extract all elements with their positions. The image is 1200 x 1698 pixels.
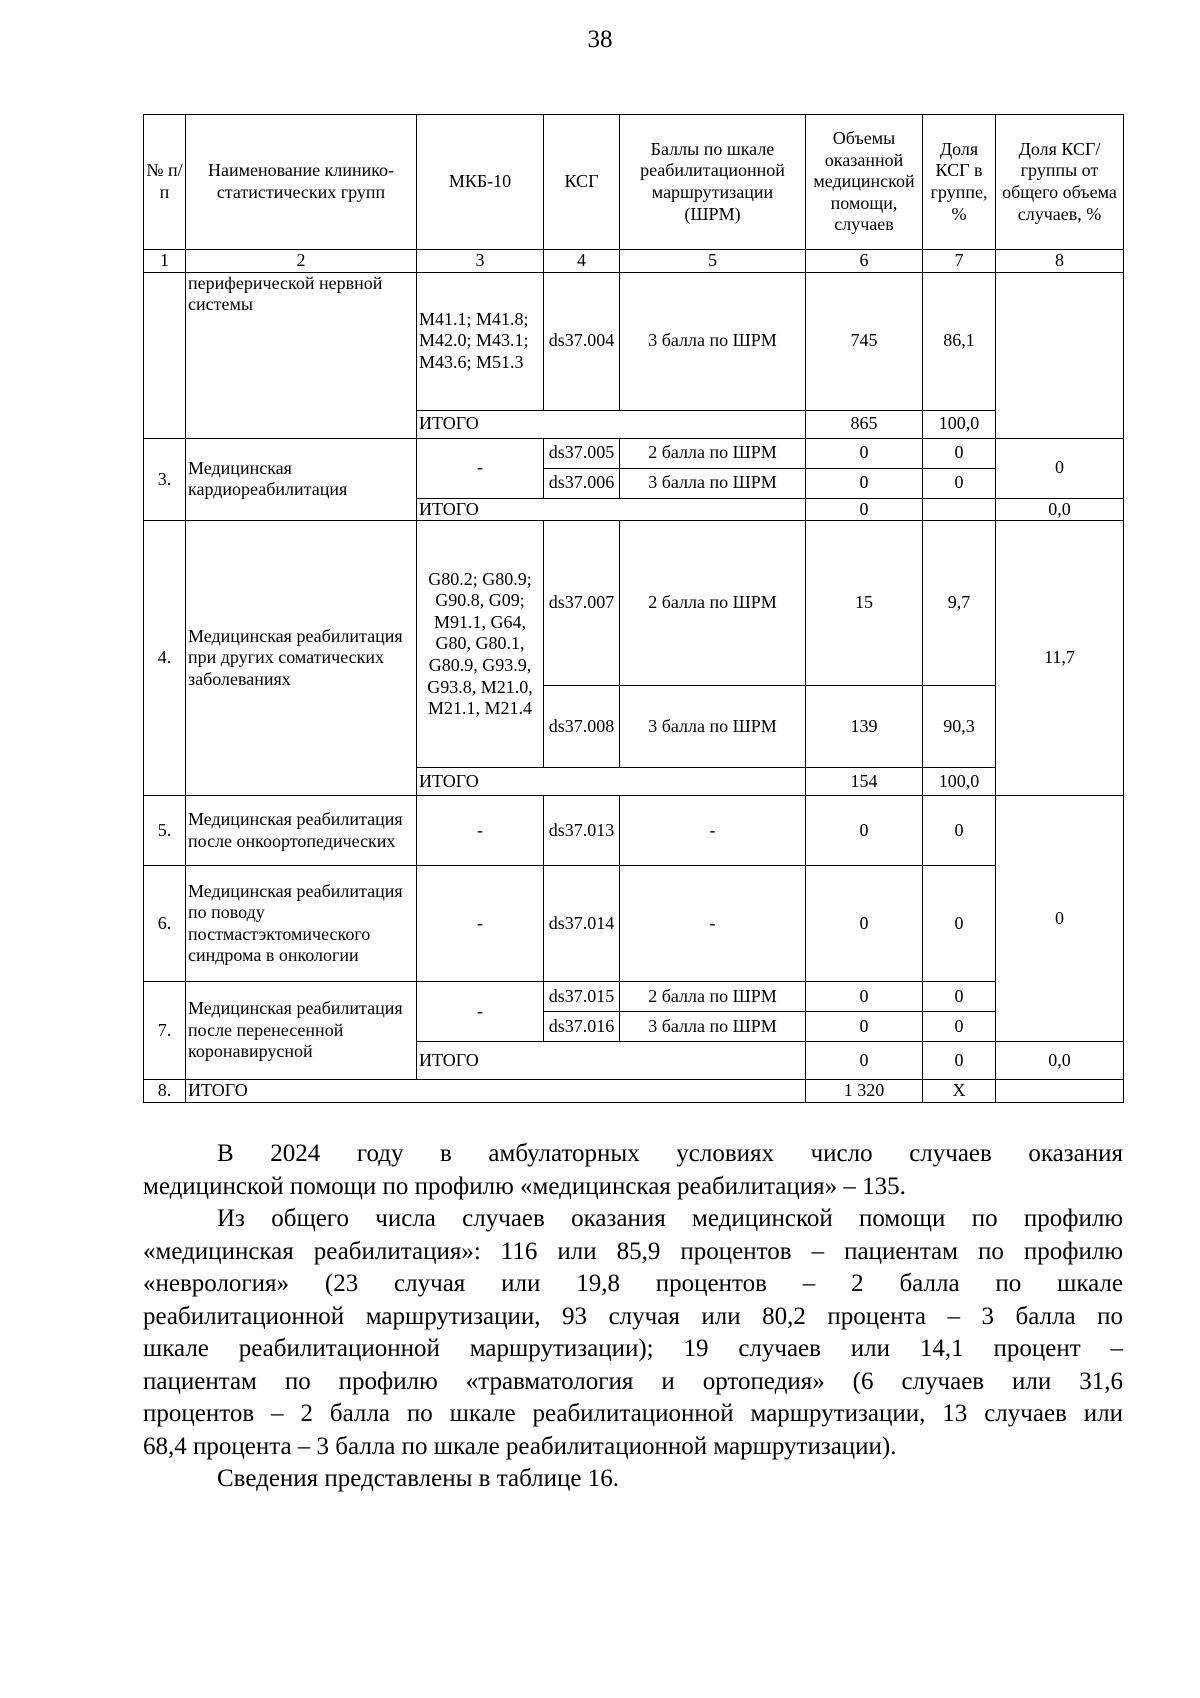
- table-row: [144, 521, 1124, 686]
- ksg-code: ds37.007: [544, 521, 620, 686]
- text-line: 68,4 процента – 3 балла по шкале реабилитационной маршрутизации).: [143, 1432, 897, 1460]
- mkb-codes: -: [417, 438, 544, 498]
- col-number: 1: [144, 250, 186, 273]
- group-name: Медицинская реабилитация после онкоортопедических: [186, 796, 417, 866]
- total-cases: 0: [806, 498, 923, 521]
- shrm-score: 3 балла по ШРМ: [620, 686, 806, 768]
- paragraph-reference: [143, 1463, 1123, 1496]
- header-total-share: Доля КСГ/группы от общего объема случаев, %: [996, 115, 1124, 250]
- group-name: периферической нервной системы: [186, 272, 417, 438]
- cases: 0: [806, 468, 923, 498]
- total-share: [923, 498, 996, 521]
- group-share: 0: [996, 796, 1124, 1042]
- table-row: [144, 866, 1124, 982]
- cases: 745: [806, 272, 923, 410]
- shrm-score: -: [620, 866, 806, 982]
- col-number: 2: [186, 250, 417, 273]
- total-group-share: 0,0: [996, 498, 1124, 521]
- paragraph-breakdown: [143, 1203, 1123, 1463]
- row-num: 4.: [144, 521, 186, 796]
- cases: 0: [806, 438, 923, 468]
- total-share: Х: [923, 1080, 996, 1103]
- header-mkb: МКБ-10: [417, 115, 544, 250]
- col-number: 5: [620, 250, 806, 273]
- table-row: [144, 438, 1124, 468]
- paragraph-ambulatory: [143, 1138, 1123, 1203]
- text-line: шкале реабилитационной маршрутизации); 19 случаев или 14,1 процент –: [143, 1335, 1123, 1362]
- itogo-label: ИТОГО: [417, 768, 806, 796]
- ksg-share: 0: [923, 438, 996, 468]
- mkb-codes: M41.1; M41.8; M42.0; M43.1; M43.6; M51.3: [417, 272, 544, 410]
- row-num: 7.: [144, 982, 186, 1080]
- ksg-code: ds37.004: [544, 272, 620, 410]
- table-row: [144, 982, 1124, 1012]
- mkb-codes: -: [417, 982, 544, 1042]
- mkb-codes: G80.2; G80.9; G90.8, G09; M91.1, G64, G80, G80.1, G80.9, G93.9, G93.8, M21.0, M21.1, M21.4: [417, 521, 544, 768]
- group-share: [996, 272, 1124, 438]
- row-num: [144, 272, 186, 438]
- shrm-score: 2 балла по ШРМ: [620, 521, 806, 686]
- group-share: 0: [996, 438, 1124, 498]
- text-line: пациентам по профилю «травматология и ортопедия» (6 случаев или 31,6: [143, 1367, 1123, 1395]
- header-num: № п/п: [144, 115, 186, 250]
- row-num: 6.: [144, 866, 186, 982]
- ksg-share: 86,1: [923, 272, 996, 410]
- total-share: 100,0: [923, 410, 996, 438]
- shrm-score: 3 балла по ШРМ: [620, 1012, 806, 1042]
- ksg-code: ds37.014: [544, 866, 620, 982]
- ksg-code: ds37.008: [544, 686, 620, 768]
- group-name: Медицинская реабилитация при других соматических заболеваниях: [186, 521, 417, 796]
- cases: 0: [806, 982, 923, 1012]
- cases: 0: [806, 866, 923, 982]
- text-line: Из общего числа случаев оказания медицинской помощи по профилю: [217, 1205, 1123, 1232]
- header-ksg: КСГ: [544, 115, 620, 250]
- text-line: медицинской помощи по профилю «медицинская реабилитация» – 135.: [143, 1172, 906, 1200]
- total-share: 100,0: [923, 768, 996, 796]
- shrm-score: -: [620, 796, 806, 866]
- ksg-code: ds37.013: [544, 796, 620, 866]
- ksg-share: 0: [923, 866, 996, 982]
- table-row: [144, 272, 1124, 410]
- total-group-share: [996, 1080, 1124, 1103]
- shrm-score: 2 балла по ШРМ: [620, 982, 806, 1012]
- cases: 0: [806, 796, 923, 866]
- table-row: [144, 1080, 1124, 1103]
- table-header-row: [144, 115, 1124, 250]
- page-number: 38: [587, 26, 613, 53]
- itogo-label: ИТОГО: [417, 1042, 806, 1080]
- header-ksg-share: Доля КСГ в группе, %: [923, 115, 996, 250]
- row-num: 5.: [144, 796, 186, 866]
- row-num: 8.: [144, 1080, 186, 1103]
- col-number: 6: [806, 250, 923, 273]
- header-shrm: Баллы по шкале реабилитационной маршрутизации (ШРМ): [620, 115, 806, 250]
- text-line: «неврология» (23 случая или 19,8 процентов – 2 балла по шкале: [143, 1270, 1123, 1297]
- total-cases: 154: [806, 768, 923, 796]
- total-group-share: 0,0: [996, 1042, 1124, 1080]
- row-num: 3.: [144, 438, 186, 521]
- shrm-score: 3 балла по ШРМ: [620, 272, 806, 410]
- shrm-score: 2 балла по ШРМ: [620, 438, 806, 468]
- ksg-code: ds37.016: [544, 1012, 620, 1042]
- group-name: Медицинская кардиореабилитация: [186, 438, 417, 521]
- ksg-share: 0: [923, 468, 996, 498]
- ksg-share: 90,3: [923, 686, 996, 768]
- text-line: процентов – 2 балла по шкале реабилитационной маршрутизации, 13 случаев или: [143, 1400, 1123, 1427]
- text-line: В 2024 году в амбулаторных условиях число случаев оказания: [217, 1140, 1123, 1167]
- column-numbers-row: [144, 250, 1124, 273]
- col-number: 3: [417, 250, 544, 273]
- ksg-code: ds37.006: [544, 468, 620, 498]
- shrm-score: 3 балла по ШРМ: [620, 468, 806, 498]
- text-line: реабилитационной маршрутизации, 93 случая или 80,2 процента – 3 балла по: [143, 1302, 1123, 1330]
- col-number: 7: [923, 250, 996, 273]
- header-group-name: Наименование клинико-статистических групп: [186, 115, 417, 250]
- cases: 15: [806, 521, 923, 686]
- rehab-table: [143, 114, 1124, 1103]
- col-number: 8: [996, 250, 1124, 273]
- total-cases: 0: [806, 1042, 923, 1080]
- text-line: «медицинская реабилитация»: 116 или 85,9 процентов – пациентам по профилю: [143, 1237, 1123, 1265]
- mkb-codes: -: [417, 796, 544, 866]
- cases: 0: [806, 1012, 923, 1042]
- header-cases: Объемы оказанной медицинской помощи, случаев: [806, 115, 923, 250]
- ksg-share: 0: [923, 1012, 996, 1042]
- itogo-label: ИТОГО: [417, 498, 806, 521]
- itogo-label: ИТОГО: [417, 410, 806, 438]
- text-line: Сведения представлены в таблице 16.: [217, 1465, 619, 1492]
- col-number: 4: [544, 250, 620, 273]
- group-name: Медицинская реабилитация после перенесенной коронавирусной: [186, 982, 417, 1080]
- total-cases: 865: [806, 410, 923, 438]
- total-cases: 1 320: [806, 1080, 923, 1103]
- table-row: [144, 796, 1124, 866]
- total-share: 0: [923, 1042, 996, 1080]
- ksg-share: 9,7: [923, 521, 996, 686]
- itogo-label: ИТОГО: [186, 1080, 806, 1103]
- ksg-code: ds37.015: [544, 982, 620, 1012]
- ksg-share: 0: [923, 796, 996, 866]
- ksg-code: ds37.005: [544, 438, 620, 468]
- cases: 139: [806, 686, 923, 768]
- ksg-share: 0: [923, 982, 996, 1012]
- group-name: Медицинская реабилитация по поводу постмастэктомического синдрома в онкологии: [186, 866, 417, 982]
- mkb-codes: -: [417, 866, 544, 982]
- group-share: 11,7: [996, 521, 1124, 796]
